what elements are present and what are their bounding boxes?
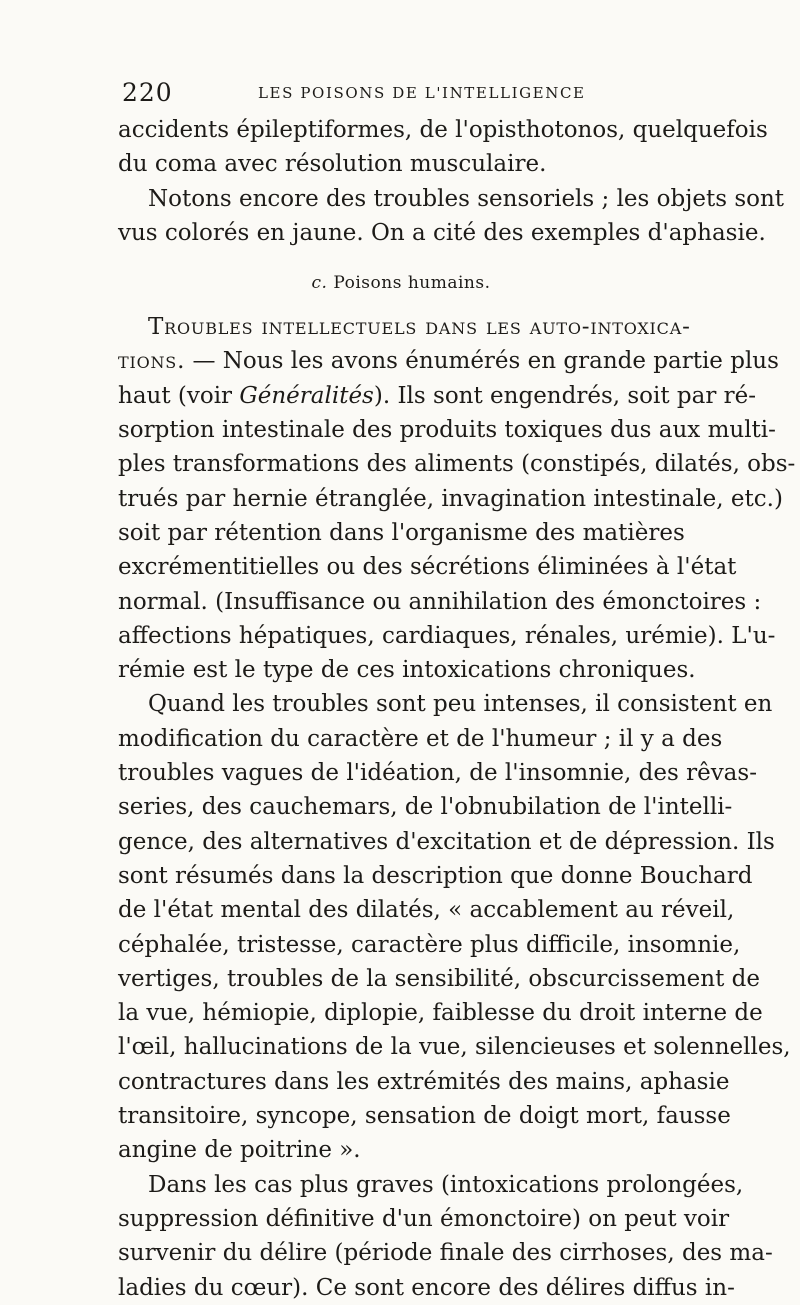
text-line: modification du caractère et de l'humeur ; il y a des — [118, 725, 723, 752]
text-line: trués par hernie étranglée, invagination intestinale, etc.) — [118, 485, 783, 512]
text-line: ladies du cœur). Ce sont encore des délires diffus in- — [118, 1274, 735, 1301]
text-line: vus colorés en jaune. On a cité des exemples d'aphasie. — [118, 219, 766, 246]
text-line: soit par rétention dans l'organisme des matières — [118, 519, 685, 546]
running-head: LES POISONS DE L'INTELLIGENCE — [258, 84, 586, 102]
text-line: contractures dans les extrémités des mains, aphasie — [118, 1068, 730, 1095]
text-line: sorption intestinale des produits toxiques dus aux multi- — [118, 417, 776, 444]
text-line: haut (voir Généralités). Ils sont engendrés, soit par ré- — [118, 382, 757, 409]
text-line: transitoire, syncope, sensation de doigt mort, fausse — [118, 1103, 731, 1130]
text-line: Quand les troubles sont peu intenses, il consistent en — [148, 691, 773, 718]
text-line: normal. (Insuffisance ou annihilation des émonctoires : — [118, 588, 762, 615]
text-line: du coma avec résolution musculaire. — [118, 151, 547, 178]
text-line: survenir du délire (période finale des cirrhoses, des ma- — [118, 1240, 773, 1267]
text-line: suppression définitive d'un émonctoire) on peut voir — [118, 1205, 730, 1232]
paragraph-lead: Troubles intellectuels dans les auto-intoxica- — [148, 314, 691, 341]
text-line: accidents épileptiformes, de l'opisthotonos, quelquefois — [118, 117, 768, 143]
text-line: tions. — Nous les avons énumérés en grande partie plus — [118, 348, 779, 375]
text-line: ples transformations des aliments (constipés, dilatés, obs- — [118, 451, 796, 478]
paragraph-lead-end: tions. — [118, 348, 186, 375]
section-letter: c. — [311, 273, 328, 294]
text-line: Dans les cas plus graves (intoxications prolongées, — [148, 1171, 744, 1198]
text-line: l'œil, hallucinations de la vue, silencieuses et solennelles, — [118, 1034, 791, 1061]
text-line: troubles vagues de l'idéation, de l'insomnie, des rêvas- — [118, 760, 757, 787]
section-title-text: Poisons humains. — [333, 273, 491, 294]
text-line: céphalée, tristesse, caractère plus difficile, insomnie, — [118, 931, 741, 958]
section-heading — [118, 250, 684, 310]
text-line: rémie est le type de ces intoxications chroniques. — [118, 657, 696, 684]
text-line: series, des cauchemars, de l'obnubilation de l'intelli- — [118, 794, 733, 821]
page-header — [122, 78, 682, 110]
text-line: de l'état mental des dilatés, « accablement au réveil, — [118, 897, 735, 924]
text-line: excrémentitielles ou des sécrétions éliminées à l'état — [118, 554, 737, 581]
italic-reference: Généralités — [239, 382, 374, 409]
page-number: 220 — [122, 78, 173, 107]
text-line: gence, des alternatives d'excitation et de dépression. Ils — [118, 828, 775, 855]
text-line: vertiges, troubles de la sensibilité, obscurcissement de — [118, 965, 760, 992]
text-line — [118, 310, 691, 344]
body-text — [118, 113, 796, 1305]
text-line: la vue, hémiopie, diplopie, faiblesse du droit interne de — [118, 1000, 763, 1027]
text-line: affections hépatiques, cardiaques, rénales, urémie). L'u- — [118, 622, 776, 649]
text-line: Notons encore des troubles sensoriels ; les objets sont — [148, 185, 785, 212]
text-line: angine de poitrine ». — [118, 1137, 361, 1164]
text-line: sont résumés dans la description que donne Bouchard — [118, 862, 753, 889]
